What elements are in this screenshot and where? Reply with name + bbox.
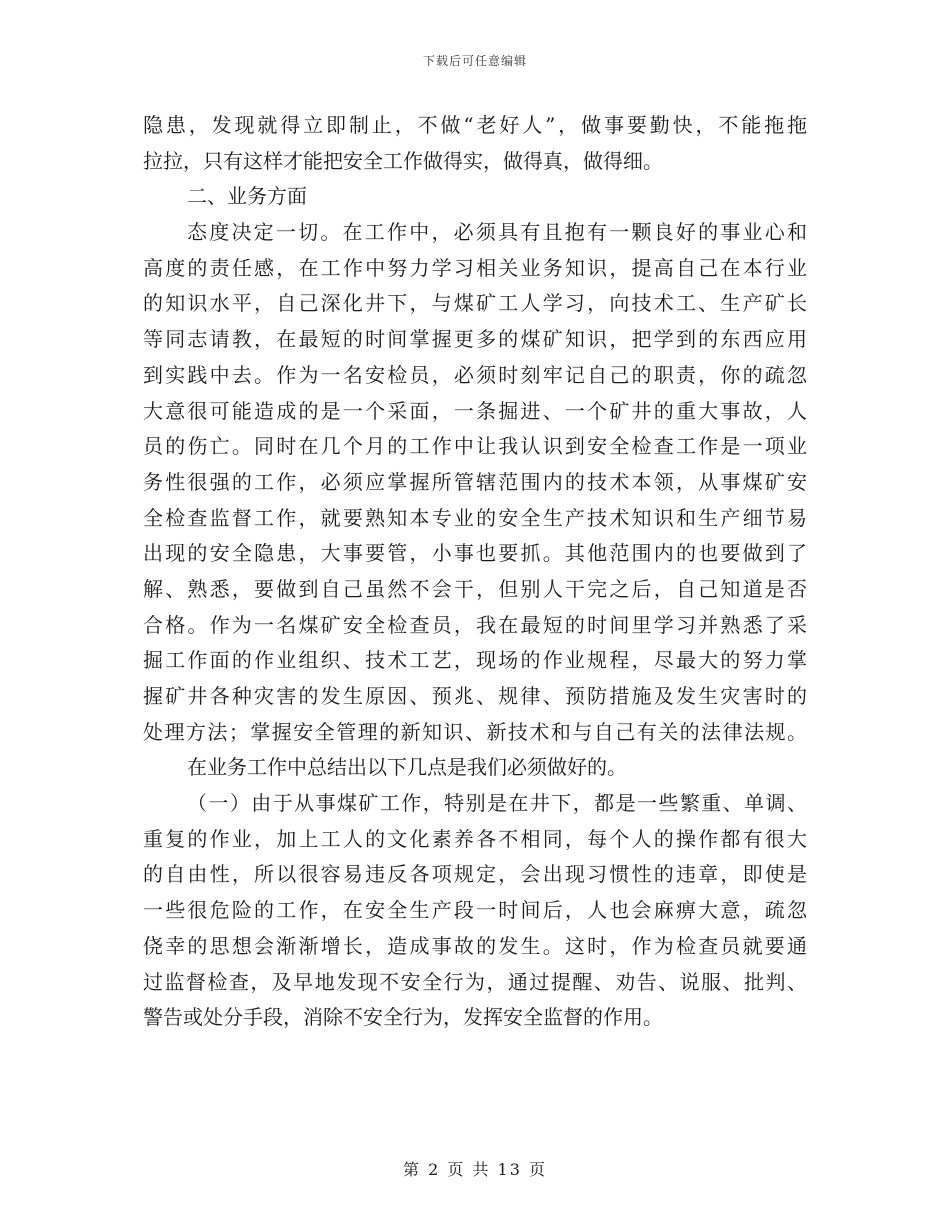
text-line: 高度的责任感，在工作中努力学习相关业务知识，提高自己在本行业 — [143, 255, 807, 280]
text-line: 的自由性，所以很容易违反各项规定，会出现习惯性的违章，即使是 — [143, 862, 807, 887]
text-line: 握矿井各种灾害的发生原因、预兆、规律、预防措施及发生灾害时的 — [143, 684, 807, 708]
text-line: 重复的作业，加上工人的文化素养各不相同，每个人的操作都有很大 — [143, 826, 807, 851]
text-line: 隐患，发现就得立即制止，不做“老好人”，做事要勤快，不能拖拖 — [143, 113, 807, 137]
paragraph-lines — [143, 108, 807, 1036]
text-line: （一）由于从事煤矿工作，特别是在井下，都是一些繁重、单调、 — [187, 791, 807, 816]
text-line: 侥幸的思想会渐渐增长，造成事故的发生。这时，作为检查员就要通 — [143, 933, 807, 958]
text-line: 在业务工作中总结出以下几点是我们必须做好的。 — [187, 755, 627, 780]
document-body — [143, 108, 807, 1036]
text-line: 解、熟悉，要做到自己虽然不会干，但别人干完之后，自己知道是否 — [143, 576, 807, 601]
text-line: 警告或处分手段，消除不安全行为，发挥安全监督的作用。 — [143, 1005, 663, 1030]
text-line: 大意很可能造成的是一个采面，一条掘进、一个矿井的重大事故，人 — [143, 398, 807, 423]
text-line: 出现的安全隐患，大事要管，小事也要抓。其他范围内的也要做到了 — [143, 541, 807, 566]
text-line: 全检查监督工作，就要熟知本专业的安全生产技术知识和生产细节易 — [143, 505, 807, 530]
text-line: 拉拉，只有这样才能把安全工作做得实，做得真，做得细。 — [143, 148, 663, 173]
text-line: 务性很强的工作，必须应掌握所管辖范围内的技术本领，从事煤矿安 — [143, 469, 807, 494]
page-header: 下载后可任意编辑 — [422, 54, 527, 68]
text-line: 等同志请教，在最短的时间掌握更多的煤矿知识，把学到的东西应用 — [143, 327, 807, 352]
text-line: 二、业务方面 — [187, 184, 307, 209]
text-line: 员的伤亡。同时在几个月的工作中让我认识到安全检查工作是一项业 — [143, 434, 807, 459]
text-line: 掘工作面的作业组织、技术工艺，现场的作业规程，尽最大的努力掌 — [143, 648, 807, 673]
text-line: 到实践中去。作为一名安检员，必须时刻牢记自己的职责，你的疏忽 — [143, 362, 807, 387]
text-line: 态度决定一切。在工作中，必须具有且抱有一颗良好的事业心和 — [187, 220, 807, 245]
text-line: 一些很危险的工作，在安全生产段一时间后，人也会麻痹大意，疏忽 — [143, 898, 807, 923]
page-number-footer: 第 2 页 共 13 页 — [403, 1160, 547, 1179]
text-line: 合格。作为一名煤矿安全检查员，我在最短的时间里学习并熟悉了采 — [143, 612, 807, 637]
text-line: 的知识水平，自己深化井下，与煤矿工人学习，向技术工、生产矿长 — [143, 291, 807, 316]
text-line: 处理方法；掌握安全管理的新知识、新技术和与自己有关的法律法规。 — [143, 719, 807, 744]
text-line: 过监督检查，及早地发现不安全行为，通过提醒、劝告、说服、批判、 — [143, 969, 807, 994]
